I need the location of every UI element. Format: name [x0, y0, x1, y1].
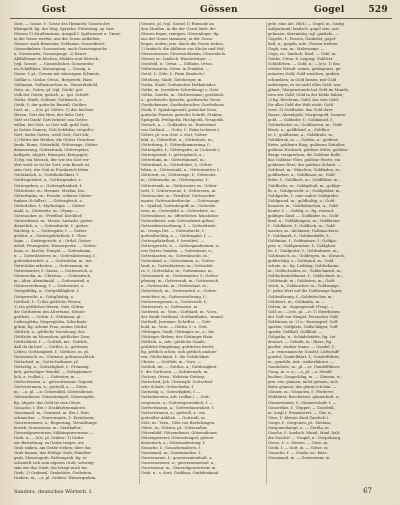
column-divider [139, 22, 140, 484]
column-text-line: 2) Götter der Heiden: die Götter Griechen- [14, 138, 96, 143]
column-text-line: Golem, m.: Sagengestalt (Prag). — [268, 304, 334, 309]
column-text-line: Gotha, Stadt; Gothaer, Gothaisch, a. [14, 97, 83, 102]
column-text-line: liegen, enden; jem. durch die Gosse ziehen. [141, 42, 224, 47]
column-text-line: sche Schule; Gottschedin, f. [141, 385, 194, 390]
column-text-line: Gourmand, m.; Gourmet, m. (frz.): Fein- [14, 410, 90, 415]
column-text-line: Götterrat, m.; Göttersage, f.; Göttersitz, [141, 173, 217, 178]
column-text-line: 2) landsch. die Abflüsse aus Küche und Hof; [141, 47, 225, 52]
column-text-line: Götterburg, f.; Götterdämmerung, f.; [141, 143, 211, 148]
column-text-line: n. — Gotteslästerer, m.; Gotteslästerung, f.; [14, 254, 97, 259]
column-text-line: Goldgrund, m.; goldhaltig, a.; Gold- [268, 198, 336, 203]
column-text-line: Gouache, f. — Gouda, m.: Käse. [268, 450, 328, 455]
column-text-line: weis, m.; Gottesbild, n.; Gottesbote, m.; [141, 208, 217, 213]
column-text-line: Götzenbild, Götzendienst, Götzendiener, [141, 430, 218, 435]
column-text-line: willen; bei Gott; so Gott will; grüß Gott; [14, 122, 90, 127]
column-text-line: vergessen, a.; Gottvergessenheit, f. — [141, 400, 214, 405]
column-text-line: m.: Altar, Abendmahl. — Gottesurteil, n. [14, 279, 91, 284]
column-text-line: Gotisch, a. — Gotländer, m.: Einwohner [141, 122, 217, 127]
header-guideword-center: Gössen [200, 5, 238, 15]
column-text-line: schmecker. — Gouvernante, f.: Erzieherin; [14, 415, 95, 420]
text-column-3 [268, 22, 390, 486]
column-text-line: ren; Göttlichkeit, f.: die Göttlichkeit [141, 355, 209, 360]
column-text-line: glänzt; Morgenstunde hat Gold im Munde; [268, 87, 350, 92]
column-text-line: Gössen, pl. (vgl. Gosse) 1) Rinnsale an [141, 22, 214, 26]
column-text-line: feder, f.; Goldfisch, m.; Goldflitter, m.; [268, 178, 340, 183]
column-text-line: Grab, n.: s. dort; Grabbau, Grabdenkmal. [141, 471, 220, 476]
column-text-line: Gottähnlich, a.; Gottähnlichkeit, f. [14, 173, 79, 178]
column-text-line: Haare; Abendgold, Morgengold, Sonnen- [268, 112, 347, 117]
column-text-line: stück, n.; Goldsucher, m.; Goldwaage, [268, 284, 340, 289]
column-text-line: Gogelei, f.: Possen, Gaukelei; gogel- [268, 37, 337, 42]
column-text-line: Göttinger Sieben; der Göttinger Hain. [141, 334, 214, 339]
column-text-line: von Gottes Gnaden. — Gotteshaus, n.; [141, 249, 214, 254]
column-text-line: urteil; Feuerprobe, Wasserprobe. — Gottes- [14, 244, 97, 249]
column-text-line: 2) ein göttliches Wesen, Gott, Göttin: [14, 304, 85, 309]
column-text-line: u. Gossenwitz; Gossenjunge. 2) ferner [14, 52, 87, 57]
column-text-line: Gogo, m.: landsch. Kind. — Gohl, m. [268, 52, 337, 57]
column-text-line: Gottselig, a.; Gottseligkeit, f. — [141, 390, 201, 395]
column-text-line: logie. — Gottesgericht, n.: Ordal, Gottes- [14, 239, 92, 244]
column-text-line: ehrt wird: er ist ihr Gott; sein Bauch ist [14, 163, 90, 168]
column-text-line: Gothe, m. (veraltete Schreibung) s. Gote. [141, 87, 220, 92]
column-text-line: Gösser, m.: landsch. Wasserträger. — [141, 57, 212, 62]
column-text-line: fürchtig, a. — Gottesgabe, f. — Gottes- [14, 228, 88, 233]
column-text-line: Gössen 1) Straßenrinne, Ausguß f. Spülwasser u. Unrat: [14, 32, 122, 37]
column-text-line: Gönner, m.; Gönnerin, f.: Förderer, [268, 390, 334, 395]
column-text-line: blech, n.; goldblond, a.; Goldbor- [268, 127, 331, 132]
column-text-line: goldfarben, a.; Goldfasan, m.; Gold- [268, 173, 336, 178]
column-text-line: Göteborg, Stadt; Göteborger, m. [141, 77, 203, 82]
column-text-line: Grab sinken, am Grabe stehen; über das [14, 445, 92, 450]
column-text-line: Göttergabe, f.; Göttergatte, m. (scherzh.); [141, 148, 221, 153]
column-text-line: Grab hinaus; das Heilige Grab; Familien- [14, 450, 92, 455]
column-text-line: gele, eine Art. (Rel.) — Gogel, m.: lustig [268, 22, 344, 26]
column-text-line: Gottesvergessen, a.; Gotteswelt, f.; [141, 299, 208, 304]
column-text-line: Göttingen, Stadt; Göttinger, m., a.: die [141, 329, 215, 334]
column-text-line: Abflußrinne in Küchen, Mühlen und Wirtsch.; [14, 57, 101, 62]
column-text-line: spieler, Golfball, Golfklub. — [268, 329, 323, 334]
column-text-line: Goldschmiedekunst, f.; Goldschnitt, m.; [268, 274, 344, 279]
column-text-line: Göttlich, a.; adv.: göttliche Gnade, [141, 339, 206, 344]
column-text-line: Gottgefällig, a.; Gottgefälligkeit, f. [14, 289, 80, 294]
column-text-line: Gott, m.; —(e)s, pl. Götter: 1) das höchste [14, 107, 94, 112]
column-text-line: lands, Roms; Götterbild, Göttersage, Götter- [14, 143, 99, 148]
header-rule [10, 18, 392, 19]
column-text-line: Kette, goldener Ring, goldenes Zeitalter, [268, 143, 346, 148]
column-text-line: Goldfuchs, m.; Goldgehalt, m.; goldge- [268, 183, 342, 188]
column-text-line: Gost, — Gosse, f.: Gosse des Himmels; Gossen des [14, 22, 110, 26]
column-text-line: Gottesacker, m.: Friedhof; Gottesacker- [141, 193, 217, 198]
column-text-line: von Gotland. — Gotte, f.: Patin (schweiz.). [141, 127, 221, 132]
column-text-line: Gouvernement, n.: Regierung, Verwaltungs- [14, 420, 98, 425]
column-text-line: grab, Massengrab, Reihengrab; fig. er [14, 456, 87, 461]
column-text-line: der Sankt Gotthard, Gotthardbahn, -tunnel. [141, 314, 224, 319]
column-text-line: Golf, m.; —(e)s, pl. —e: 1) Meerbusen: [268, 309, 341, 314]
column-text-line: Volk der Goten; gotisch, a.: got. Schrift. [14, 92, 90, 97]
column-text-line: Ruhe gönnen; das gönne ich ihm. — [268, 385, 337, 390]
column-text-line: Gottesdienst, m.: Messe, Andacht; gottes- [14, 218, 94, 223]
column-text-line: Gottessohn, m.: Christus. — Gottestisch, [14, 274, 92, 279]
column-text-line: dämmerung, Göttertrank, Götterspeise; [14, 148, 90, 153]
column-text-line: schatz, m.: fig. Liebling; Goldschaum, [268, 264, 340, 269]
column-text-line: Götterkind, n.; Götterlehre, f.; Götter- [141, 163, 213, 168]
column-text-line: göttin; fig. schöne Frau; meine Göttin! [14, 324, 88, 329]
column-text-line: Gottesgericht, n. — Gottesgnadentum, n.: [141, 244, 221, 249]
column-text-line: Götzenpriester, Götzentempel; götzen- [141, 435, 215, 440]
column-text-line: n.; Gottessohn, m.; Gottesstaat, m.; [141, 284, 209, 289]
column-text-line: Goldesel, m.: Märchen; Goldfaden, m.; [268, 168, 342, 173]
column-text-line: f.: jedes Wort auf die Goldwaage legen; [268, 289, 343, 294]
column-text-line: münztes Gold; Gold waschen, graben, [268, 72, 341, 77]
column-text-line: Gotik, f. — Gott, m. — Götze, m. [268, 445, 329, 450]
column-text-line: Götter, pl. von Gott: s. dort; Götter- [141, 133, 209, 138]
header-guideword-left: Gost [42, 5, 67, 15]
column-text-line: Gouverneur, m.; Generalgouverneur, m. [141, 466, 217, 471]
column-text-line: das Goldene Vlies; goldene Worte; ein [268, 158, 341, 163]
column-text-line: daß du da bist! — Gottlos, a.: gottloses [14, 345, 88, 349]
column-text-line: gelassen, übermütig; vgl. gaukeln. — [268, 32, 339, 37]
column-text-line: goldiges Kind. — Goldkäfer, m.; Gold- [268, 213, 340, 218]
column-text-line: Göttliche im Menschen; göttlicher Zorn; [14, 334, 91, 339]
column-text-line: gottvoller Anblick. — Gottwalt, m. [141, 415, 206, 420]
page-number: 529 [368, 5, 388, 15]
column-text-line: dienstlich, a. — Gottesfurcht, f.; gottes- [14, 223, 89, 228]
column-text-line: Götzendiener, Götzentempel, Götzenopfer; [14, 395, 96, 400]
column-text-line: Gottorp, Ortsn.; Holstein-Gottorp. [141, 375, 206, 380]
column-text-line: pfennig, m.; Gottesraub, m.; Gottesreich, [141, 279, 220, 284]
column-text-line: mahl, n.; Göttersitz, m.: Olymp. — [14, 208, 79, 213]
column-text-line: dienerisch, a.; Götzenanbetung, f. [141, 440, 206, 445]
column-text-line: m. (engl.): Firmenwert. — Gör, n.; [268, 410, 333, 415]
column-text-line: großer, starker Mann. — Gondel, f.; [268, 345, 336, 349]
column-text-line: a.: goethische Sprache, goethesche Verse; [141, 97, 222, 102]
column-text-line: n.: Symbol; Gottesbegriff, m.; Gottesbe- [141, 203, 217, 208]
column-text-line: Leben; Gottlosigkeit, f.; Gottlose, m. pl. [14, 350, 89, 355]
column-text-line: sam wie das Grab; das bringt mich ins [14, 466, 88, 471]
column-text-line: Gondoliere, m.; pl. —ri: Gondelführer. [268, 365, 341, 370]
column-text-line: Götze, m.; Götzen, pl.: Götzenaltar, [141, 425, 208, 430]
column-text-line: Gottsched, m.; Gottschedianer, pl. [14, 360, 79, 365]
column-text-line: Goldwährung, f.; Goldwäscher, m.; [268, 294, 334, 299]
column-text-line: Berge versprechen; die Goldene Bulle; [268, 153, 342, 158]
column-text-line: Gouvernement, n.; gouvernemental, a.; [141, 461, 216, 466]
column-text-line: be, f.; Goldprobe, f.; Goldrahmen, m.; [268, 249, 339, 254]
column-text-line: Gossenkehrer, Gossenstein; auch Gossensprache [14, 47, 108, 52]
column-text-line: Aufgeräumt; landsch. gogel sein, aus- [268, 27, 340, 32]
column-text-line: Goldgrube, f.: eine wahre Goldgrube; [268, 193, 340, 198]
column-text-line: Gottselig, a.; Gottseligkeit, f.: Frömmig- [14, 365, 90, 370]
column-text-line: leben, n.; Göttermahl, n.; Göttermutter, f.; [141, 168, 221, 173]
column-text-line: jem. etw. gönnen, nicht gönnen; sich [268, 380, 338, 385]
column-text-line: Wesen; Gott der Herr, der liebe Gott; [14, 112, 85, 117]
column-text-line: Gottverlassen, a.: gottverlassene Gegend; [14, 380, 94, 385]
column-text-line: Gottestisch, m.; Gottesurteil, n.; Gottes- [141, 289, 218, 294]
column-text-line: bild, n.; Götterblut, n.; Götterbote, m.; [141, 138, 214, 143]
column-text-line: bezirk; Gouverneur, m.: Statthalter; [14, 425, 83, 430]
column-text-line: haft, a.; gogeln, intr.: Possen treiben. [268, 42, 339, 47]
column-text-line: Götterhain, m.; Götterhimmel, m.; [141, 158, 206, 163]
column-text-line: Gottesverehrung, f. — Gotteswort, n. [14, 284, 85, 289]
column-text-line: Gotteskasten, m.; Gottesknecht, m.; [141, 254, 210, 259]
column-text-line: Gotthelf, Jeremias: Schriftst. — Gott- [141, 319, 212, 324]
column-text-line: Goßlar u. Goslar, Ortsn., Bergwerk, Harz. [14, 77, 94, 82]
page-footer [14, 487, 388, 497]
column-text-line: (vgl. Gosse); — Gossenlöcher, Gossenrohr [14, 62, 94, 67]
column-text-line: Gottesdienstordnung, f. — Gottesfriede, [141, 223, 217, 228]
column-text-line: m.; Goldscheider, m.; Goldschmied, m.; [268, 269, 343, 274]
column-text-line: Gotha, Stadt; Gothaischer Hofkalender. [141, 82, 217, 87]
column-text-line: Gottgeweiht, a.; Gottgläubig, a. [14, 294, 75, 299]
column-text-line: Gott; leider Gottes; weiß Gott; Gott lob; [14, 133, 90, 138]
text-column-1 [14, 22, 138, 486]
column-text-line: Gourmand, m.; Gourmandise, f. [141, 450, 201, 455]
column-text-line: Gottverlassen, a.; Gottverlassenheit, f. [141, 405, 215, 410]
column-text-line: Gottlob, int. — Gottlos, a.; Gottlosigkeit, [141, 365, 218, 370]
column-text-line: Gohlis, Ortsn. b. Leipzig; Gohliser [268, 57, 333, 62]
column-text-line: Gottsöbersten, adv. (volkst.) — Gott- [141, 395, 211, 400]
column-text-line: Göthe, Goethe, m.: Dichtername; goethisch, [141, 92, 225, 97]
column-text-line: der Golf von Neapel, Persischer Golf; [268, 314, 339, 319]
column-text-line: schaufelt sich sein eigenes Grab; schweig- [14, 461, 95, 466]
column-text-line: Gottesdienst, m.: öffentlicher, häuslicher [141, 213, 219, 218]
column-text-line: Golfstrom, m. 2) n.: Rasenspiel; Golf [268, 319, 338, 324]
column-text-line: Goethekenner, Goetheforscher, Goethehaus. [141, 102, 226, 107]
column-text-line: verächter, m.; Gottesverehrung, f.; [141, 294, 207, 299]
column-text-line: gottheit. — Göttin, f.; Göttinnen, pl.: [14, 314, 83, 319]
column-text-line: Gottergeben, a.; Gottergebenheit, f. [14, 183, 83, 188]
column-text-line: haube, f. — Goldig, a.: fig. reizend; [268, 208, 335, 213]
column-text-line: Schlößchen. — Gold, n.; —(e)s: 1) das [268, 62, 340, 67]
column-text-line: Gosse, f. pl.; Gossen mit wässrigem Schmutz, [14, 72, 101, 77]
column-text-line: gottesfürchtig, a. — Gottesgabe, f. — [141, 233, 212, 238]
column-text-line: die Gosche! — Gospel, n.: Gospelsong. [268, 435, 342, 440]
column-text-line: Spätgotik, Frühgotik, Hochgotik, Neugotik. [141, 117, 224, 122]
column-text-line: treu wie Gold; Gold in der Kehle haben; [268, 92, 344, 97]
column-text-line: m.; Göttersohn, m.; Götterspeise, f.; [141, 178, 210, 183]
column-text-line: Gotteskind, n.; Gotteslamm, n.; Gottes- [141, 259, 216, 264]
column-text-line: Götterfunke, m.: Freude, schöner Götter- [14, 193, 93, 198]
column-text-line: Gottheit, f.: 1) das göttliche Wesen; [14, 299, 82, 304]
column-text-line: m.: treuga Dei. — Gottesfurcht, f.; [141, 228, 206, 233]
column-text-line: macher, m.: Alchimist; Goldmacherei, [268, 228, 340, 233]
column-text-line: Gottesmord, m.; Gottesmutter, f.; Gottes- [141, 274, 219, 279]
column-text-line: Goldwert, m.; Goldzahn, m. — [268, 299, 326, 304]
column-text-line: 2) fig. Reichtum, Geld: das rote Gold, [268, 97, 339, 102]
column-text-line: Goldstaub, m.; Goldstern, m.; Gold- [268, 279, 336, 284]
column-text-line: Goßmann, Goßmännchen m.: Wasserkobold; [14, 82, 99, 87]
footer-signature-right: 67 [363, 487, 372, 495]
column-text-line: den Straßen, in die der Unrat läuft: die [141, 27, 216, 32]
column-text-line: Graben, m.; —s, pl. Gräben: Wassergraben, [14, 476, 97, 481]
column-text-line: Götterlehre, f.: Mythologie. — Götter- [14, 203, 86, 208]
column-text-line: Gouache, f.; Gouachemalerei, f. [141, 445, 201, 450]
column-text-line: Generalgouverneur, Militärgouverneur. — [14, 430, 94, 435]
column-text-line: m.; —n, pl. —n: Götzenbild, Götzendienst, [14, 390, 94, 395]
column-text-line: 3) fig. ein Mensch, der wie ein Gott ver- [14, 158, 90, 163]
column-text-line: Gottvertrauen, n.; gottvoll, a. — Götze, [14, 385, 88, 390]
column-text-line: wert; 3) Goldfarbe: das Gold ihrer [268, 107, 333, 112]
column-text-line: die Gottheiten des Altertums; Schutz- [14, 309, 86, 314]
column-text-line: fig. Abgott: das Geld ist sein Götze. [14, 400, 82, 405]
column-text-line: f.: die Gottlosen. — Gottmensch, m. [141, 370, 209, 375]
column-text-line: schmelzen; in Gold fassen; mit Gold [268, 77, 337, 82]
column-text-line: pier, n.; Goldparmäne, f.; Goldplom- [268, 244, 337, 249]
column-text-line: Gotteswort, n.; Gotteszorn, m. [141, 304, 199, 309]
column-text-line: f.; Goldküste, f.; Goldlack, m.; Gold- [268, 223, 336, 228]
column-text-line: Gottesgelahrtheit, f. (veraltet). — [141, 239, 205, 244]
column-text-line: Gottmensch, m.: Christus; gottmenschlich. [14, 355, 96, 360]
column-text-line: Gottesdienst; zum Gottesdienst gehen; [141, 218, 215, 223]
column-text-line: funken (Schiller). — Göttergleich, a. [14, 198, 83, 203]
column-text-line: te, f.; goldbraun, a.; Golddraht, m.; [268, 133, 335, 138]
column-text-line: Gottsched, Joh. Christoph: Gottsched- [141, 380, 214, 385]
column-text-line: Gottesacker, m.: Friedhof, Kirchhof; [14, 213, 83, 218]
column-text-line: Gotik, f.: Spitzbogenstil; gotischer Dom, [141, 107, 218, 112]
column-text-line: Gott sei Dank! Gott behüte! um Gottes [14, 117, 88, 122]
column-text-line: Goldmine, f.; Goldmünze, f.; Goldpa- [268, 239, 338, 244]
column-text-line: Göttlich, a.: göttliche Vorsehung; das [14, 329, 85, 334]
column-text-line: gold. — Goldader, f.; Goldamsel, f.; [268, 117, 335, 122]
column-text-line: Gong, m. u. n.; —s, pl. —s: Metall- [268, 370, 333, 375]
column-text-line: halbgott, Abgott, Hausgott, Kriegsgott; [14, 153, 89, 158]
column-text-line: Kleingeld; fig. der Weg, Sprache, Fütterung, sp. bzw. [14, 27, 115, 32]
column-text-line: Gössen fegen, reinigen; Gössenfeger; fig. [141, 32, 220, 37]
column-text-line: keit, gottseliger Wandel. — Gottsjämmer- [14, 370, 93, 375]
column-text-line: Gorgonenhaupt, n. — Gorilla, m. [268, 425, 330, 430]
column-text-line: zur Bestattung; zu Grabe tragen, ins [14, 440, 84, 445]
column-text-line: goldene Hochzeit, goldene Mitte; goldene [268, 148, 348, 153]
column-text-line: f.; Goldmark, f.; Goldmedaille, f.; [268, 233, 331, 238]
column-text-line: land, n.; Gotteslästerer, m.; Gottesleh- [141, 264, 214, 269]
column-text-line: Christi. — Gottlieb, m.: Vorn. — [141, 360, 202, 365]
column-text-line: Götz, m.: Vorn.; Götz von Berlichingen. [141, 420, 216, 425]
column-text-line: Gouache, f. (frz.): Deckfarbenmalerei. [14, 405, 87, 410]
column-text-line: densort. — Goliath, m.: Riese; fig. [268, 339, 333, 344]
column-text-line: Grab; 2) Grabmal, Grabstätte, Grabstein. [14, 471, 93, 476]
text-column-2 [141, 22, 265, 486]
column-text-line: Gotteslohn arbeiten. — Gottesmann, m. [14, 264, 90, 269]
column-text-line: Gößweinstein, Ortsn. in Franken. — [141, 67, 210, 72]
header-guideword-right: Gogel [314, 5, 345, 15]
page-header [14, 5, 388, 19]
column-text-line: Gogh, van, m.: Malername. — [268, 47, 325, 52]
column-text-line: Gottvertrauen, n.; gottvoll, a.: ein [141, 410, 205, 415]
column-text-line: Golddruck, m. — Golden, a.: goldene [268, 138, 338, 143]
column-text-line: —n: venezianische Gondel; Luftschiff- [268, 350, 340, 355]
column-text-line: Gouvernante, f.; gouvernantenhaft, a. [141, 456, 213, 461]
column-text-line: Gossfeld, n.: Ortsn. — Gößnitz, Ortsn. [141, 62, 213, 67]
column-text-line: gotteslästerlich, a. — Gotteslohn, m.: um [14, 259, 92, 264]
column-text-line: gotische Fenster, gotische Schrift, Fraktur; [141, 112, 224, 117]
column-text-line: Gorgo, f.; Gorgonen, pl.: Medusa; [268, 420, 332, 425]
column-text-line: edelste Metall: reines, gediegenes, ge- [268, 67, 342, 72]
column-text-line: Göttergestalt, f.; göttergleich, a.; [141, 153, 204, 158]
column-text-line: becken; Gongschlag, m. — Gönnen, tr.: [268, 375, 343, 380]
column-text-line: göttliche Eingebung; göttliches Recht; [141, 345, 215, 349]
column-text-line: aufwiegen; es ist nicht alles Gold, was [268, 82, 341, 87]
column-text-line: goldrichtig, a.; Goldsand, m.; Gold- [268, 259, 335, 264]
column-text-line: lb, a.; Goldgewicht, n.; Goldgräber, m.; [268, 188, 342, 193]
column-text-line: Gonorrhöe, f.: Tripper. — Goodwill, [268, 405, 335, 410]
column-text-line: Gosse, f.: s. Gössen. — Gote, m. [268, 440, 329, 445]
column-text-line: gelehrt, a.; Gottesgelehrtheit, f.: Theo- [14, 233, 88, 238]
column-text-line: für alles Gold der Welt nicht; Gold [268, 102, 334, 107]
column-text-line: lich, a. (volkst.). — Gottvater, m. — [14, 375, 81, 380]
column-text-line: Gottesmutter, f.: Maria. — Gottesreich, n. [14, 269, 94, 274]
column-text-line: Gössenwasser, Gössenschlamm, Gössenloch. [141, 52, 227, 57]
column-text-line: mauer, Gottesackerkirche. — Gottesauge, [141, 198, 221, 203]
column-text-line: Gotik, f.: der gotische Baustil; Gotiker. [14, 102, 88, 107]
column-text-line: m.; gondeln, intr.: umherfahren. — [268, 360, 335, 365]
column-text-line: spielen; Golfplatz, Golfschläger, Golf- [268, 324, 339, 329]
column-text-line: Gossen- auch Rinnstein, Schlamm; Gossenbrett, [14, 42, 106, 47]
column-text-line: hold, m.: Vorn. — Göttin, f.: s. Gott. [141, 324, 208, 329]
column-text-line: in die Gosse werfen, aus der Gosse aufheben; [14, 37, 101, 42]
column-text-line: Gote, m.; Goten, pl. (vgl. Gotik): got. [14, 87, 84, 92]
column-text-line: sein Gott; wie Gott in Frankreich leben. [14, 168, 90, 173]
column-text-line: Goldrausch, m.; Goldregen, m.: Strauch; [268, 254, 346, 259]
column-text-line: aus der Gosse stammen; in der Gosse [141, 37, 213, 42]
column-text-line: fig. göttlich schön; sich göttlich amüsie- [141, 350, 218, 355]
column-text-line: Gourmand, m. — Gouverneur, m. [268, 456, 331, 461]
column-text-line: Liebesgöttin, Siegesgöttin, Schicksals- [14, 319, 88, 324]
column-divider [266, 22, 267, 484]
column-text-line: Wohltäter, Beschützer; gönnerhaft, a.; [268, 395, 341, 400]
column-text-line: hamster, m.; Goldhähnchen, n.; Gold- [268, 203, 339, 208]
column-text-line: Götterbote, m.: Hermes, Merkur, Iris. [14, 188, 86, 193]
column-text-line: gondel; Gondelfahrt, f.; Gondelführer, [268, 355, 340, 360]
column-text-line: Gottfried, m.: Vorn.; Gotthard, m.: Vorn.; [141, 309, 219, 314]
column-text-line: goldenes Herz; der goldene Schnitt. — [268, 163, 342, 168]
column-text-line: Gönnermiene, f.; Gönnerschaft, f. — [268, 400, 337, 405]
column-text-line: Göre, f.: kleines Kind (landsch.). [268, 415, 330, 420]
column-text-line: haus, n.: Kirche, Tempel. — Gotteslamm, [14, 249, 92, 254]
column-text-line: Grab, n.; —(e)s, pl. Gräber: 1) Grube [14, 435, 84, 440]
column-text-line: re, f.; Gotteslohn, m.; Gottesmann, m.; [141, 269, 215, 274]
column-text-line: Gotel, f.; Göte, f.: Patin (landsch.). [141, 72, 206, 77]
column-text-line: kind, n.; Goldklumpen, m.; Goldkrone, [268, 218, 341, 223]
column-text-line: Goldarbeiter, m.; Goldbarren, m.; Gold- [268, 122, 343, 127]
column-text-line: im Schiffsbau, Wassergang. — Gossig, a. [14, 67, 92, 72]
column-text-line: Göttlichkeit, f. — Gottlob, int.: Gottlob, [14, 339, 88, 344]
footer-signature-left: Sanders, deutsches Wörterb. I. [14, 489, 93, 495]
column-text-line: welt, f.; Götterwonne, f.; Götterzorn, m. [141, 188, 217, 193]
column-text-line: Göttertrank, m.; Göttervater, m.; Götter- [141, 183, 218, 188]
column-text-line: Gosche, f.: landsch. Mund, Maul: halt [268, 430, 340, 435]
column-text-line: in Gottes Namen; Gott befohlen; vergelt's [14, 127, 94, 132]
column-text-line: Gottbegeistert, a.; Gottbegnadet, a. [14, 178, 82, 183]
column-text-line: Golgatha, n.: Schädelstätte; fig. Lei- [268, 334, 337, 339]
